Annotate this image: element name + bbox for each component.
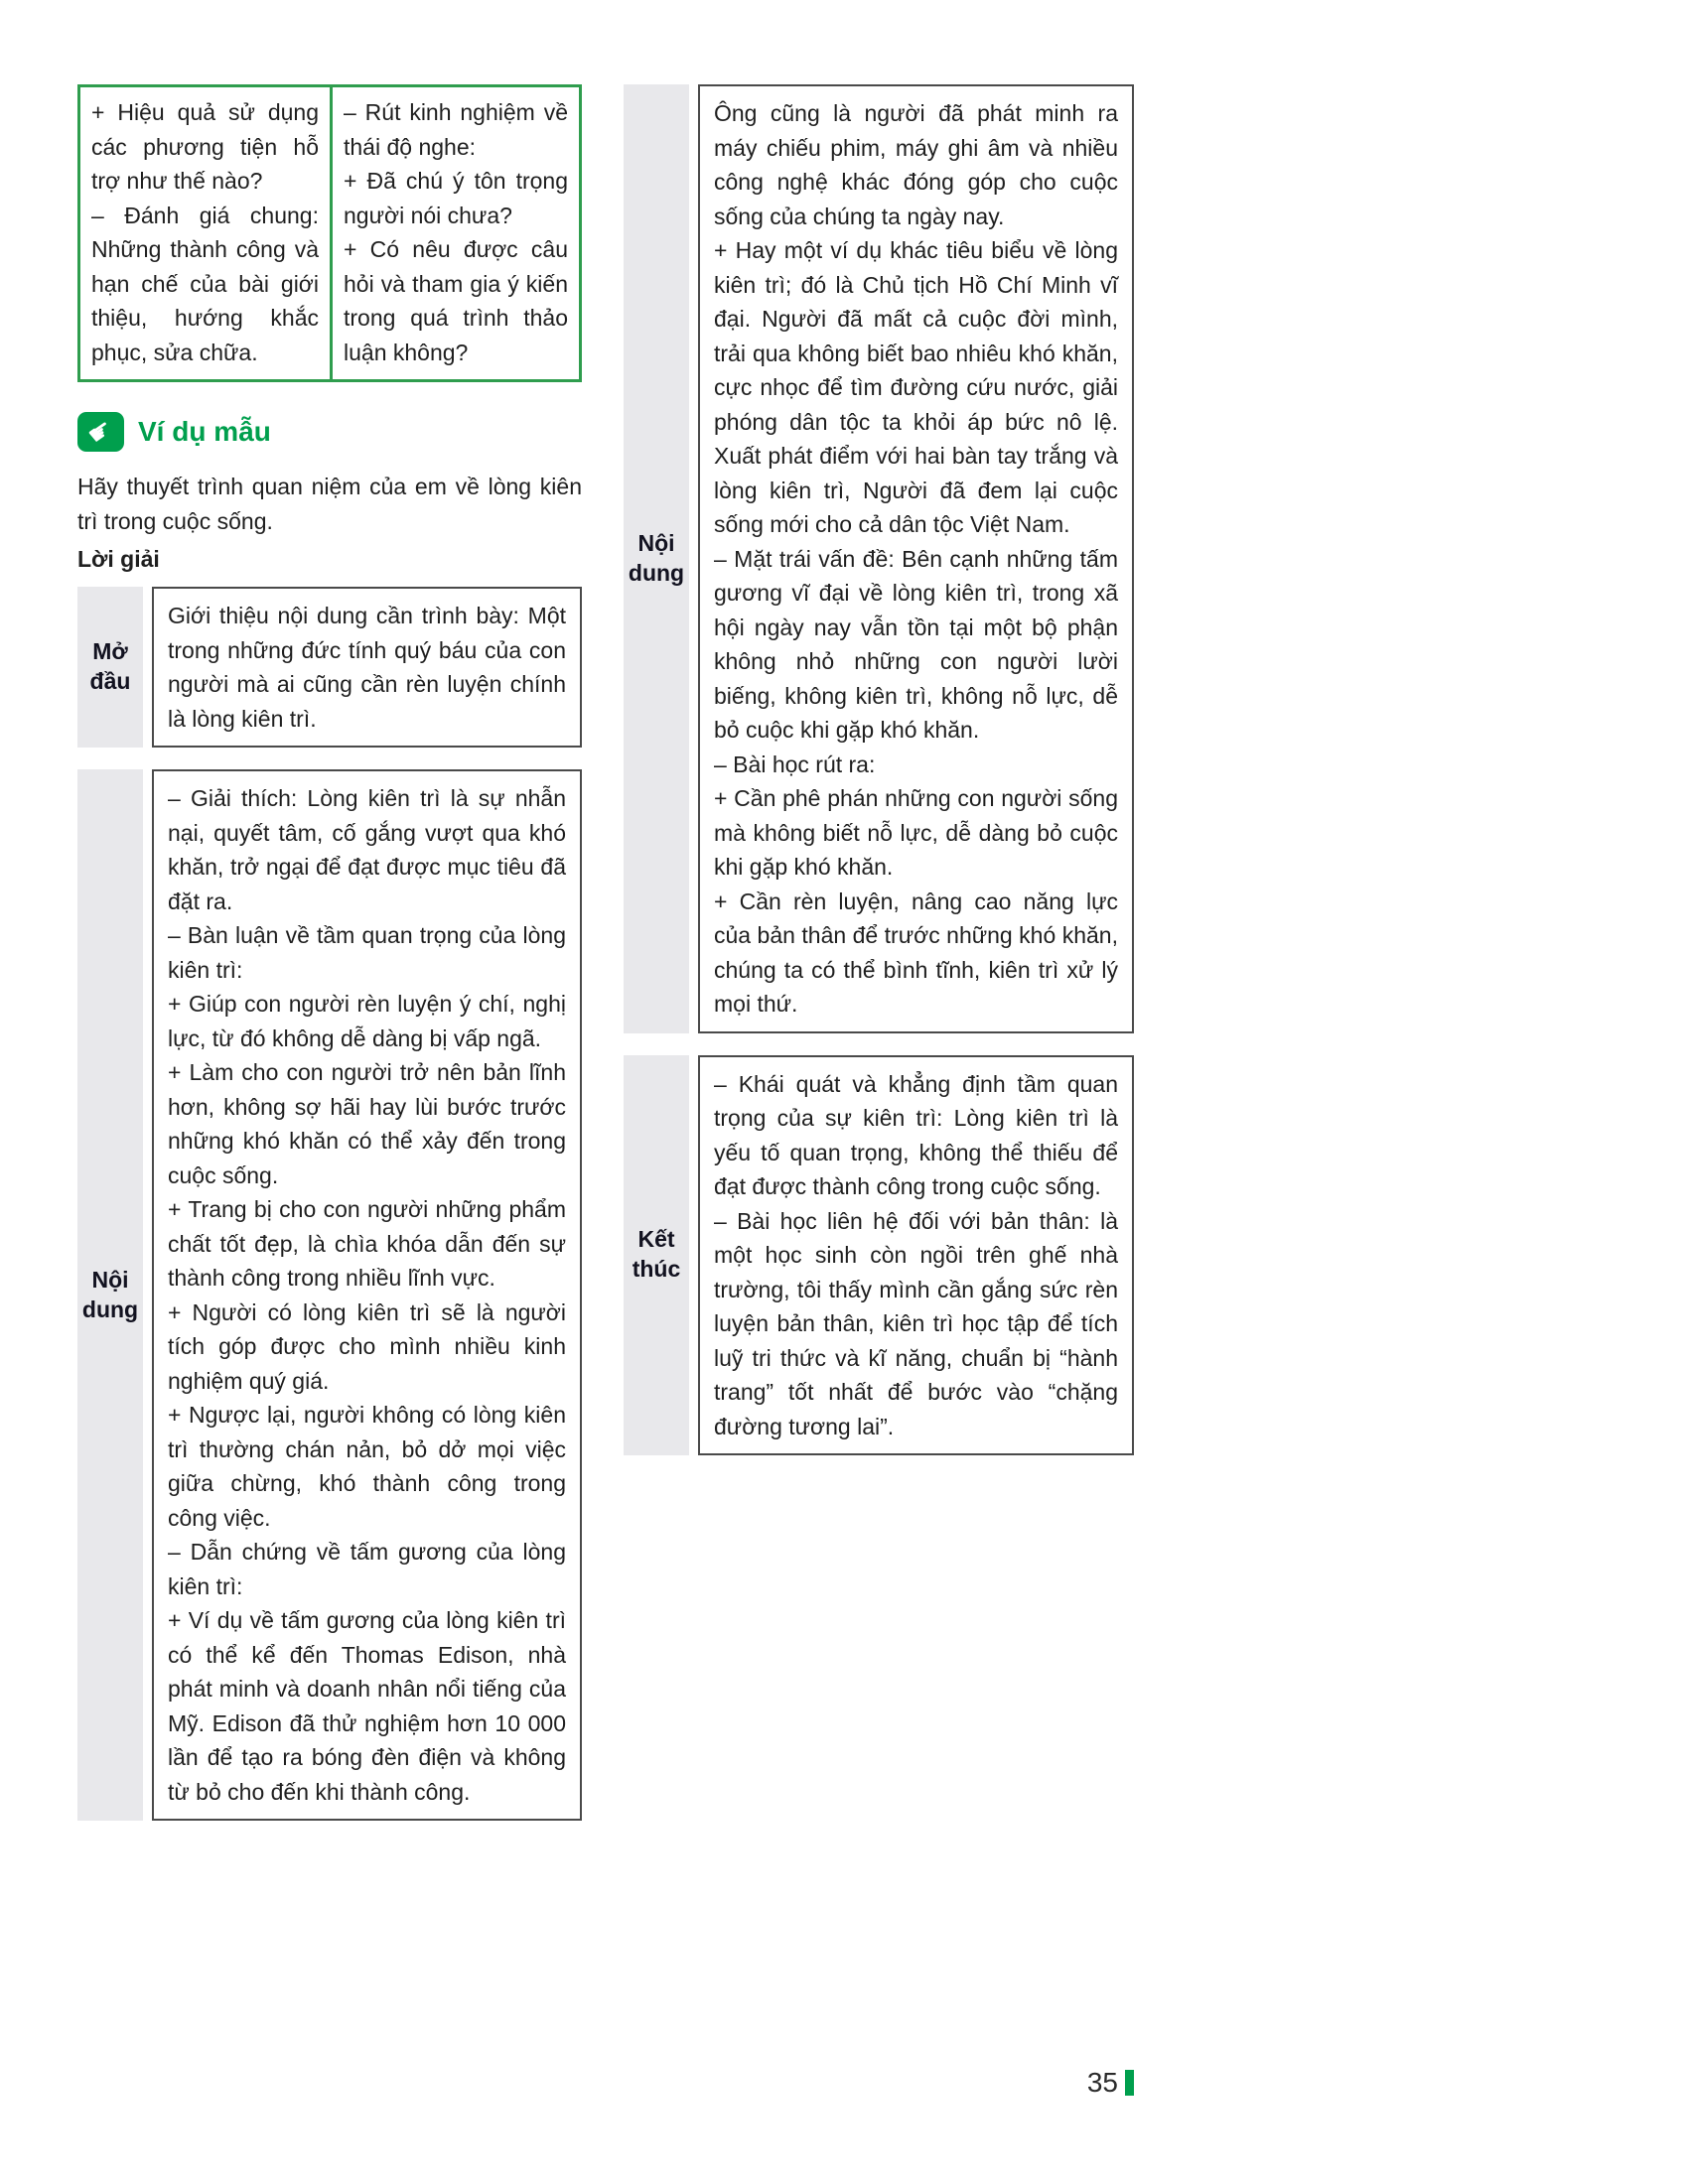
outline-label-ket-thuc: Kết thúc bbox=[624, 1055, 689, 1456]
outline-paragraph: + Làm cho con người trở nên bản lĩnh hơn, không sợ hãi hay lùi bước trước những khó khăn có thể xảy đến trong cuộc sống. bbox=[168, 1059, 566, 1188]
outline-paragraph: Giới thiệu nội dung cần trình bày: Một trong những đức tính quý báu của con người mà ai cũng cần rèn luyện chính là lòng kiên trì. bbox=[168, 603, 566, 732]
solution-label: Lời giải bbox=[77, 546, 160, 572]
table-cell-paragraph: – Đánh giá chung: Những thành công và hạn chế của bài giới thiệu, hướng khắc phục, sửa chữa. bbox=[91, 202, 319, 365]
left-column bbox=[77, 84, 582, 1821]
table-cell-paragraph: + Hiệu quả sử dụng các phương tiện hỗ trợ như thế nào? bbox=[91, 99, 319, 194]
review-table bbox=[77, 84, 582, 382]
pointing-hand-icon bbox=[77, 412, 124, 452]
page-number-value: 35 bbox=[1086, 2067, 1118, 2098]
table-cell-paragraph: – Rút kinh nghiệm về thái độ nghe: bbox=[344, 99, 568, 160]
outline-paragraph: – Mặt trái vấn đề: Bên cạnh những tấm gương vĩ đại về lòng kiên trì, trong xã hội ngày nay vẫn tồn tại một bộ phận không nhỏ những con người lười biếng, không kiên trì, không nỗ lực, dễ bỏ cuộc khi gặp khó khăn. bbox=[714, 545, 1118, 743]
outline-box-ket-thuc bbox=[698, 1055, 1134, 1456]
outline-paragraph: – Bàn luận về tầm quan trọng của lòng kiên trì: bbox=[168, 922, 566, 983]
table-cell-paragraph: + Đã chú ý tôn trọng người nói chưa? bbox=[344, 168, 568, 228]
outline-paragraph: + Cần phê phán những con người sống mà không biết nỗ lực, dễ dàng bỏ cuộc khi gặp khó khăn. bbox=[714, 785, 1118, 880]
outline-paragraph: + Ngược lại, người không có lòng kiên trì thường chán nản, bỏ dở mọi việc giữa chừng, khó thành công trong công việc. bbox=[168, 1402, 566, 1531]
review-table-cell-right bbox=[330, 87, 579, 379]
outline-paragraph: + Hay một ví dụ khác tiêu biểu về lòng kiên trì; đó là Chủ tịch Hồ Chí Minh vĩ đại. Người đã mất cả cuộc đời mình, trải qua không biết bao nhiêu khó khăn, cực nhọc để tìm đường cứu nước, giải phóng dân tộc ta khỏi áp bức nô lệ. Xuất phát điểm với hai bàn tay trắng và lòng kiên trì, Người đã đem lại cuộc sống mới cho cả dân tộc Việt Nam. bbox=[714, 237, 1118, 537]
outline-paragraph: – Dẫn chứng về tấm gương của lòng kiên trì: bbox=[168, 1539, 566, 1599]
review-table-cell-left bbox=[80, 87, 330, 379]
outline-label-mo-dau: Mở đầu bbox=[77, 587, 143, 748]
outline-paragraph: + Trang bị cho con người những phẩm chất tốt đẹp, là chìa khóa dẫn đến sự thành công trong nhiều lĩnh vực. bbox=[168, 1196, 566, 1291]
example-title: Ví dụ mẫu bbox=[138, 416, 271, 447]
outline-box-mo-dau bbox=[152, 587, 582, 748]
outline-paragraph: + Giúp con người rèn luyện ý chí, nghị lực, từ đó không dễ dàng bị vấp ngã. bbox=[168, 991, 566, 1051]
outline-row-noi-dung-left bbox=[77, 769, 582, 1821]
outline-paragraph: Ông cũng là người đã phát minh ra máy chiếu phim, máy ghi âm và nhiều công nghệ khác đóng góp cho cuộc sống của chúng ta ngày nay. bbox=[714, 100, 1118, 229]
outline-row-ket-thuc bbox=[624, 1055, 1134, 1456]
outline-paragraph: + Cần rèn luyện, nâng cao năng lực của bản thân để trước những khó khăn, chúng ta có thể bình tĩnh, kiên trì xử lý mọi thứ. bbox=[714, 887, 1118, 1017]
outline-paragraph: + Người có lòng kiên trì sẽ là người tích góp được cho mình nhiều kinh nghiệm quý giá. bbox=[168, 1298, 566, 1394]
outline-paragraph: – Bài học rút ra: bbox=[714, 751, 876, 777]
outline-paragraph: – Giải thích: Lòng kiên trì là sự nhẫn nại, quyết tâm, cố gắng vượt qua khó khăn, trở ngại để đạt được mục tiêu đã đặt ra. bbox=[168, 785, 566, 914]
outline-box-noi-dung-right bbox=[698, 84, 1134, 1033]
right-column bbox=[624, 84, 1134, 1455]
outline-paragraph: – Khái quát và khẳng định tầm quan trọng của sự kiên trì: Lòng kiên trì là yếu tố quan trọng, không thể thiếu để đạt được thành công trong cuộc sống. bbox=[714, 1070, 1118, 1199]
exercise-prompt: Hãy thuyết trình quan niệm của em về lòng kiên trì trong cuộc sống. bbox=[77, 474, 582, 534]
pointing-hand-glyph: ☛ bbox=[81, 412, 119, 451]
page-number bbox=[1087, 2067, 1134, 2099]
page-number-accent-bar bbox=[1125, 2070, 1134, 2096]
outline-row-mo-dau bbox=[77, 587, 582, 748]
outline-row-noi-dung-right bbox=[624, 84, 1134, 1033]
table-cell-paragraph: + Có nêu được câu hỏi và tham gia ý kiến trong quá trình thảo luận không? bbox=[344, 236, 568, 365]
outline-label-noi-dung-right: Nội dung bbox=[624, 84, 689, 1033]
outline-label-noi-dung-left: Nội dung bbox=[77, 769, 143, 1821]
example-heading bbox=[77, 412, 582, 452]
outline-paragraph: – Bài học liên hệ đối với bản thân: là một học sinh còn ngồi trên ghế nhà trường, tôi thấy mình cần gắng sức rèn luyện bản thân, kiên trì học tập để tích luỹ tri thức và kĩ năng, chuẩn bị “hành trang” tốt nhất để bước vào “chặng đường tương lai”. bbox=[714, 1207, 1118, 1439]
outline-box-noi-dung-left bbox=[152, 769, 582, 1821]
outline-paragraph: + Ví dụ về tấm gương của lòng kiên trì có thể kể đến Thomas Edison, nhà phát minh và doanh nhân nổi tiếng của Mỹ. Edison đã thử nghiệm hơn 10 000 lần để tạo ra bóng đèn điện và không từ bỏ cho đến khi thành công. bbox=[168, 1607, 566, 1805]
